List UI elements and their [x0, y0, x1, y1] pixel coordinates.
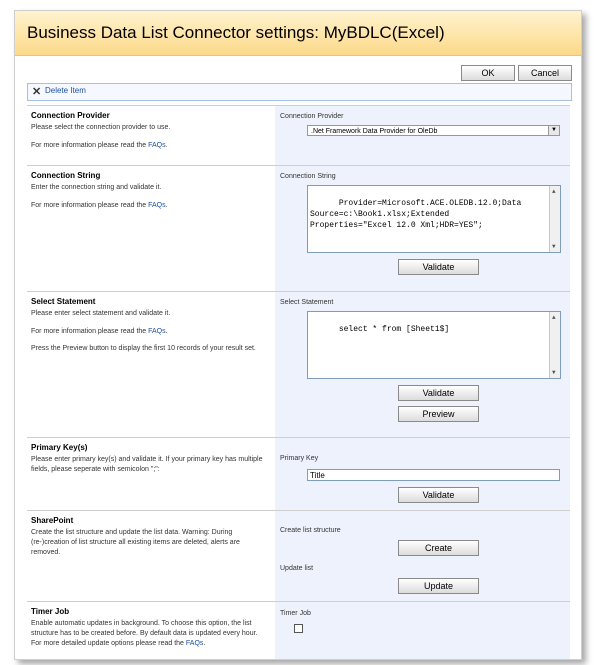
cancel-button[interactable]: Cancel [518, 65, 572, 81]
section-description: Please enter primary key(s) and validate it. If your primary key has multiple fields, please seperate with semicolon ";": [31, 456, 263, 473]
section-select-statement [27, 291, 570, 438]
field-label: Timer Job [280, 610, 311, 617]
select-statement-textarea[interactable]: select * from [Sheet1$] ▲ ▼ [307, 311, 561, 379]
title-bar [15, 11, 581, 56]
validate-connection-button[interactable]: Validate [398, 259, 479, 275]
section-heading: Select Statement [31, 297, 96, 306]
preview-button[interactable]: Preview [398, 406, 479, 422]
section-connection-string [27, 165, 570, 292]
faq-link[interactable]: FAQs [148, 142, 166, 149]
section-timer-job [27, 601, 570, 660]
section-sharepoint [27, 510, 570, 602]
faq-note: For more information please read the FAQs. [31, 202, 168, 209]
faq-note: For more information please read the FAQs. [31, 142, 168, 149]
faq-link[interactable]: FAQs [185, 640, 204, 647]
item-toolbar [27, 83, 572, 101]
chevron-down-icon[interactable]: ▼ [548, 126, 559, 135]
primary-key-input[interactable] [307, 469, 560, 481]
section-heading: Timer Job [31, 607, 70, 616]
validate-select-button[interactable]: Validate [398, 385, 479, 401]
ok-button[interactable]: OK [461, 65, 515, 81]
field-label: Create list structure [280, 527, 341, 534]
scrollbar[interactable]: ▲ ▼ [549, 186, 560, 252]
section-heading: Primary Key(s) [31, 443, 88, 452]
faq-link[interactable]: FAQs [148, 202, 166, 209]
field-label: Primary Key [280, 455, 319, 462]
delete-item-link[interactable]: Delete Item [45, 86, 86, 95]
section-primary-key [27, 437, 570, 511]
field-label: Select Statement [280, 299, 334, 306]
create-button[interactable]: Create [398, 540, 479, 556]
settings-window [14, 10, 582, 660]
faq-link[interactable]: FAQs [148, 328, 166, 335]
field-label: Connection String [280, 173, 336, 180]
section-description: Enable automatic updates in background. To choose this option, the list structure has to be created before. By default data is updated every hour. For more detailed update options please read the FAQs. [31, 620, 258, 647]
section-description: Create the list structure and update the list data. Warning: During (re-)creation of list structure all existing items are deleted, alerts are removed. [31, 529, 240, 556]
delete-icon[interactable]: ✕ [32, 86, 42, 98]
section-heading: Connection String [31, 171, 101, 180]
section-heading: SharePoint [31, 516, 74, 525]
section-description: Enter the connection string and validate it. [31, 184, 162, 191]
connection-string-textarea[interactable]: Provider=Microsoft.ACE.OLEDB.12.0;Data Source=c:\Book1.xlsx;Extended Properties="Excel 12.0 Xml;HDR=YES"; ▲ ▼ [307, 185, 561, 253]
section-description: Please enter select statement and validate it. [31, 310, 171, 317]
scrollbar[interactable]: ▲ ▼ [549, 312, 560, 378]
validate-primary-key-button[interactable]: Validate [398, 487, 479, 503]
section-description: Please select the connection provider to use. [31, 124, 171, 131]
update-button[interactable]: Update [398, 578, 479, 594]
connection-provider-select[interactable]: .Net Framework Data Provider for OleDb ▼ [307, 125, 560, 136]
preview-note: Press the Preview button to display the first 10 records of your result set. [31, 345, 256, 352]
field-label: Update list [280, 565, 314, 572]
timer-job-checkbox[interactable] [294, 624, 303, 633]
section-connection-provider [27, 105, 570, 166]
page-title: Business Data List Connector settings: MyBDLC(Excel) [27, 23, 445, 42]
section-heading: Connection Provider [31, 111, 110, 120]
field-label: Connection Provider [280, 113, 344, 120]
faq-note: For more information please read the FAQs. [31, 328, 168, 335]
